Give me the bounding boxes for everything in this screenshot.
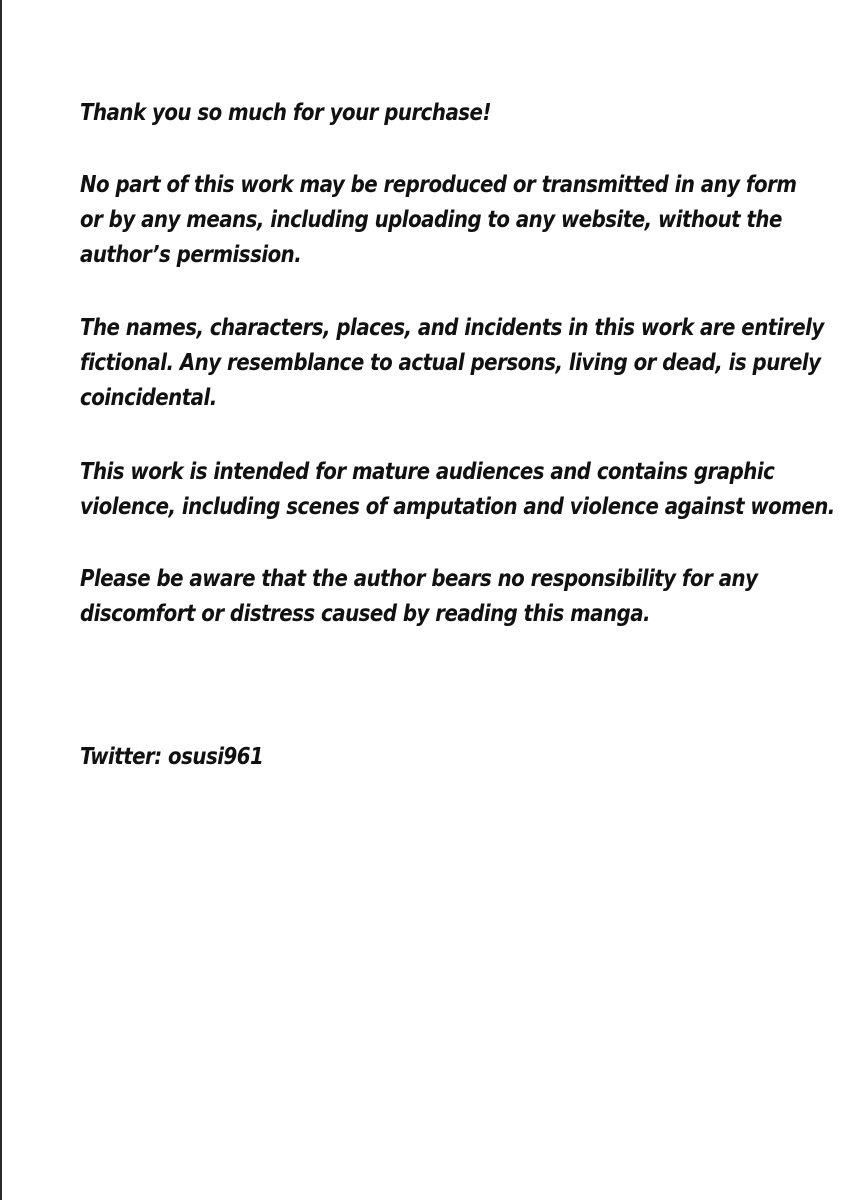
content-warning-line: This work is intended for mature audiences and contains graphic <box>80 459 775 485</box>
thanks-line: Thank you so much for your purchase! <box>80 100 491 126</box>
fiction-disclaimer-paragraph <box>80 311 824 416</box>
twitter-line: Twitter: osusi961 <box>80 744 264 770</box>
disclaimer-line: Please be aware that the author bears no responsibility for any <box>80 566 758 592</box>
responsibility-disclaimer-paragraph <box>80 562 758 632</box>
fiction-line: The names, characters, places, and incidents in this work are entirely <box>80 315 824 341</box>
copyright-line: No part of this work may be reproduced or transmitted in any form <box>80 172 797 198</box>
copyright-line: or by any means, including uploading to any website, without the <box>80 207 782 233</box>
copyright-line: author’s permission. <box>80 242 302 268</box>
fiction-line: coincidental. <box>80 385 217 411</box>
copyright-notice-paragraph <box>80 168 797 273</box>
disclaimer-line: discomfort or distress caused by reading this manga. <box>80 601 651 627</box>
content-warning-paragraph <box>80 455 835 525</box>
fiction-line: fictional. Any resemblance to actual persons, living or dead, is purely <box>80 350 821 376</box>
thanks-paragraph <box>80 96 716 131</box>
twitter-handle <box>80 740 716 775</box>
content-warning-line: violence, including scenes of amputation and violence against women. <box>80 494 835 520</box>
